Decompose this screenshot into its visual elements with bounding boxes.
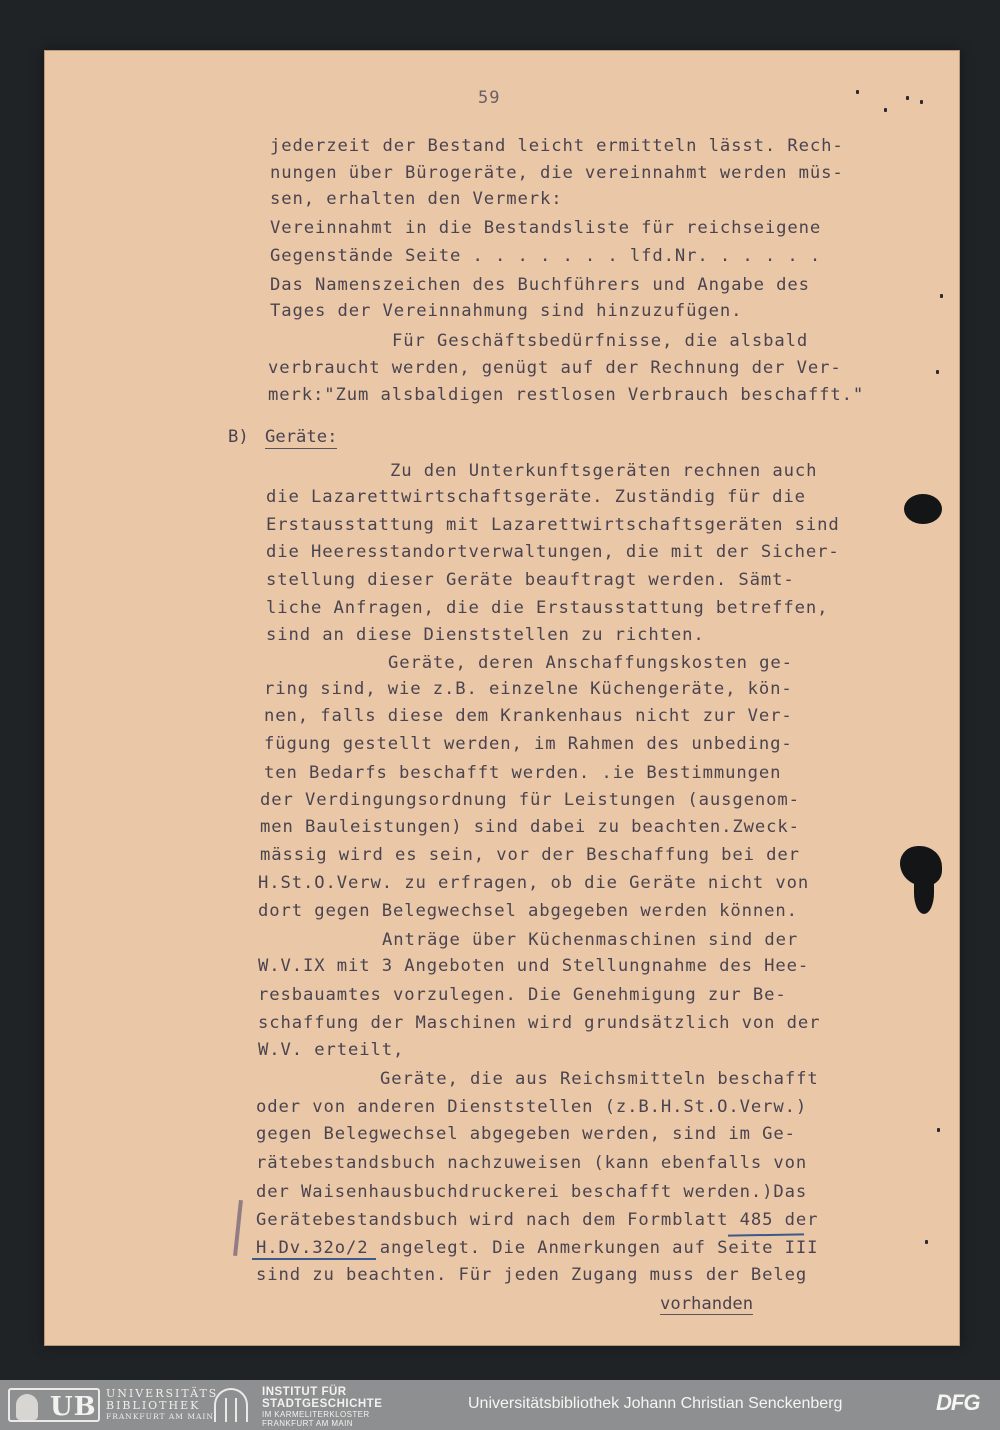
ub-line2: BIBLIOTHEK [106,1399,201,1412]
text-line: schaffung der Maschinen wird grundsätzlich von der [258,1013,821,1033]
speck [884,108,887,112]
pen-underline [252,1258,376,1260]
ub-letters: UB [50,1392,97,1422]
text-line: Gerätebestandsbuch wird nach dem Formblatt 485 der [256,1210,819,1230]
text-line: verbraucht werden, genügt auf der Rechnung der Ver- [268,358,842,378]
text-line: H.St.O.Verw. zu erfragen, ob die Geräte nicht von [258,873,810,893]
text-line: jederzeit der Bestand leicht ermitteln lässt. Rech- [270,136,844,156]
text-line: sen, erhalten den Vermerk: [270,189,563,209]
text-line: men Bauleistungen) sind dabei zu beachten.Zweck- [260,817,800,837]
text-line: Anträge über Küchenmaschinen sind der [382,930,799,950]
text-line: sind an diese Dienststellen zu richten. [266,625,705,645]
ub-text [106,1388,218,1422]
punch-hole [904,494,942,524]
ub-logo-frame [8,1388,100,1422]
text-line: liche Anfragen, die die Erstausstattung betreffen, [266,598,829,618]
speck [940,294,943,298]
text-line: sind zu beachten. Für jeden Zugang muss der Beleg [256,1265,808,1285]
page-number: 59 [478,88,501,108]
text-line: resbauamtes vorzulegen. Die Genehmigung zur Be- [258,985,787,1005]
text-line: W.V. erteilt, [258,1040,405,1060]
text-line: nungen über Bürogeräte, die vereinnahmt werden müs- [270,163,844,183]
section-label: B) [228,427,249,447]
arch-icon [214,1388,248,1422]
text-line: Tages der Vereinnahmung sind hinzuzufügen. [270,301,743,321]
text-line: Vereinnahmt in die Bestandsliste für reichseigene [270,218,822,238]
text-line: Zu den Unterkunftsgeräten rechnen auch [390,461,818,481]
text-line: Erstausstattung mit Lazarettwirtschaftsgeräten sind [266,515,840,535]
text-line: gegen Belegwechsel abgegeben werden, sind im Ge- [256,1124,796,1144]
text-line: der Verdingungsordnung für Leistungen (ausgenom- [260,790,800,810]
catch-word: vorhanden [660,1294,754,1314]
speck [906,96,909,100]
footer-title[interactable]: Universitätsbibliothek Johann Christian Senckenberg [468,1395,843,1412]
speck [925,1240,928,1244]
text-line: rätebestandsbuch nachzuweisen (kann ebenfalls von [256,1153,808,1173]
isg-text [262,1386,382,1428]
isg-line3: IM KARMELITERKLOSTER [262,1410,370,1419]
speck [920,100,923,104]
dfg-logo[interactable]: DFG [936,1390,980,1415]
text-line: die Lazarettwirtschaftsgeräte. Zuständig für die [266,487,806,507]
text-line: fügung gestellt werden, im Rahmen des unbeding- [264,734,793,754]
text-line: nen, falls diese dem Krankenhaus nicht zur Ver- [264,706,793,726]
text-line: oder von anderen Dienststellen (z.B.H.St.O.Verw.) [256,1097,808,1117]
speck [856,90,859,94]
text-line: stellung dieser Geräte beauftragt werden. Sämt- [266,570,795,590]
text-line: der Waisenhausbuchdruckerei beschafft werden.)Das [256,1182,808,1202]
text-line: Gegenstände Seite . . . . . . . lfd.Nr. . . . . . [270,246,822,266]
ub-logo[interactable] [8,1386,219,1424]
ub-line3: FRANKFURT AM MAIN [106,1412,214,1421]
footer-bar [0,1380,1000,1430]
ub-line1: UNIVERSITÄTS [106,1387,219,1400]
text-line: dort gegen Belegwechsel abgegeben werden können. [258,901,798,921]
isg-line1: INSTITUT FÜR [262,1386,347,1398]
text-line: Geräte, deren Anschaffungskosten ge- [388,653,793,673]
text-line: H.Dv.32o/2 angelegt. Die Anmerkungen auf Seite III [256,1238,819,1258]
isg-line2: STADTGESCHICHTE [262,1398,383,1410]
speck [936,370,939,374]
text-line: Das Namenszeichen des Buchführers und Angabe des [270,275,810,295]
isg-line4: FRANKFURT AM MAIN [262,1419,353,1428]
speck [937,1128,940,1132]
text-line: merk:"Zum alsbaldigen restlosen Verbrauch beschafft." [268,385,865,405]
text-line: W.V.IX mit 3 Angeboten und Stellungnahme des Hee- [258,956,810,976]
portrait-icon [16,1394,38,1420]
isg-logo[interactable] [214,1386,414,1428]
text-line: die Heeresstandortverwaltungen, die mit der Sicher- [266,542,840,562]
text-line: Geräte, die aus Reichsmitteln beschafft [380,1069,819,1089]
punch-hole [914,872,934,914]
text-line: Für Geschäftsbedürfnisse, die alsbald [392,331,809,351]
text-line: ring sind, wie z.B. einzelne Küchengeräte, kön- [264,679,793,699]
text-line: ten Bedarfs beschafft werden. .ie Bestimmungen [264,763,782,783]
text-line: mässig wird es sein, vor der Beschaffung bei der [260,845,800,865]
section-title: Geräte: [265,427,338,447]
